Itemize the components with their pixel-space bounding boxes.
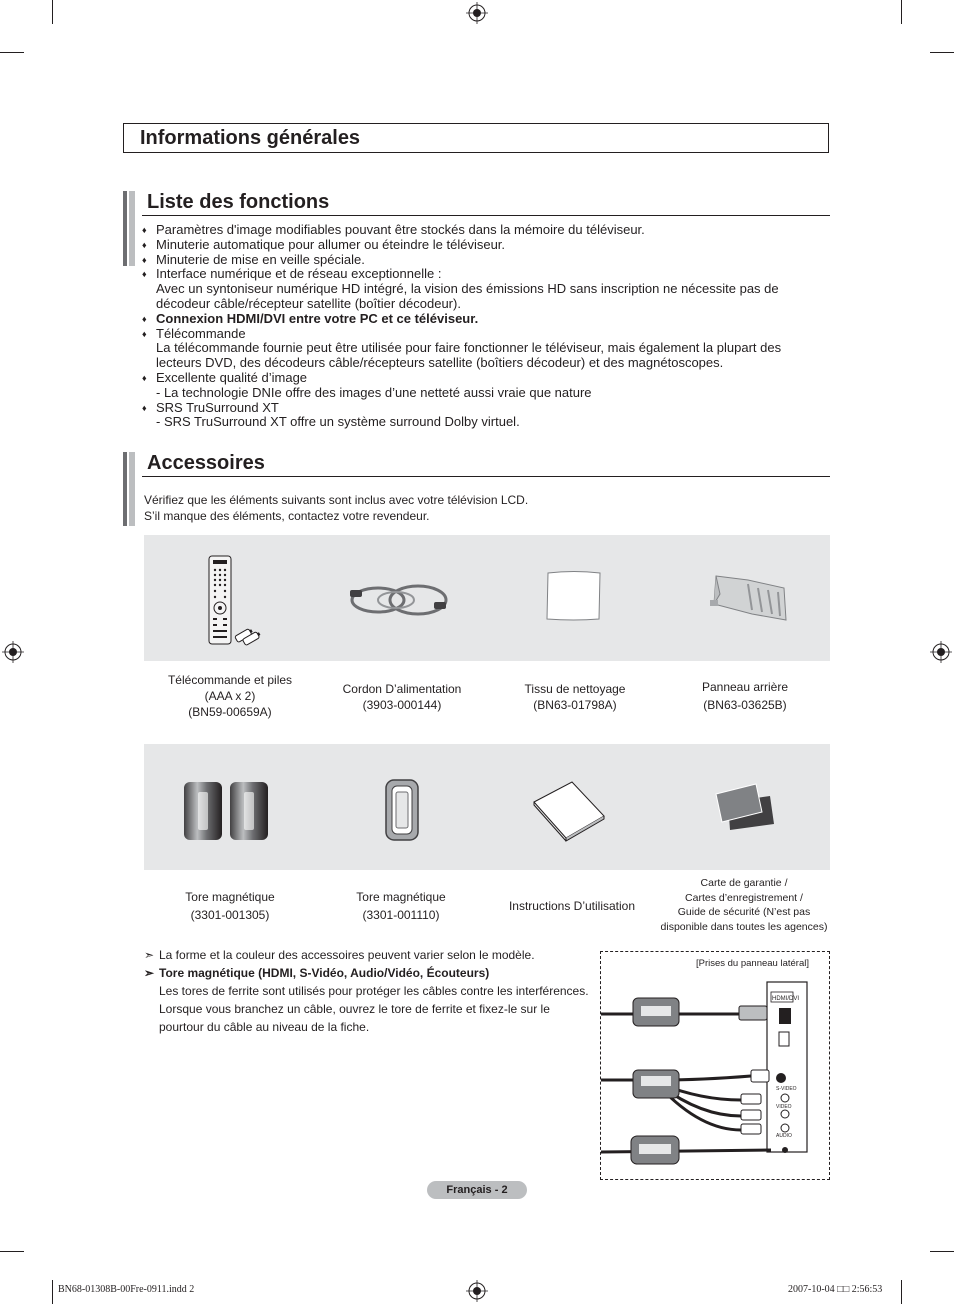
crop-mark bbox=[0, 52, 24, 53]
accessory-caption: Tissu de nettoyage (BN63-01798A) bbox=[524, 682, 626, 712]
list-item: ♦ Télécommande La télécommande fournie peut être utilisée pour faire fonctionner le téléviseur, mais également la plupart des lecteurs DVD, des décodeurs câble/récepteurs satellite (boîtiers décodeur) et des magnétoscopes. bbox=[142, 327, 822, 371]
crop-mark bbox=[901, 1280, 902, 1304]
list-item: ♦ Interface numérique et de réseau exceptionnelle : Avec un syntoniseur numérique HD intégré, la vision des émissions HD sans inscription ne nécessite pas de décodeur câble/récepteur satellite (boîtier décodeur). bbox=[142, 267, 822, 311]
ferrite-core-pair-icon bbox=[182, 778, 272, 842]
power-cord-icon bbox=[348, 578, 450, 620]
list-item: ♦ SRS TruSurround XT - SRS TruSurround XT offre un système surround Dolby virtuel. bbox=[142, 401, 822, 431]
svg-text:S-VIDEO: S-VIDEO bbox=[776, 1086, 797, 1092]
cleaning-cloth-icon bbox=[544, 569, 604, 623]
side-panel-diagram bbox=[600, 951, 830, 1180]
list-item: ♦ Connexion HDMI/DVI entre votre PC et ce téléviseur. bbox=[142, 312, 822, 327]
crop-mark bbox=[930, 1251, 954, 1252]
diagram-caption: [Prises du panneau latéral] bbox=[695, 958, 809, 969]
notes: ➣ La forme et la couleur des accessoires peuvent varier selon le modèle. ➣ Tore magnétique (HDMI, S-Vidéo, Audio/Vidéo, Écouteurs) Les tores de ferrite sont utilisés pour protéger les câbles contre les interférences. Lorsque vous branchez un câble, ouvrez le tore de ferrite et fixez-le sur le pourtour du câble au niveau de la fiche. bbox=[144, 946, 594, 1036]
side-panel-connections-icon bbox=[601, 952, 829, 1179]
accessory-caption: Télécommande et piles (AAA x 2) (BN59-00659A) bbox=[167, 673, 293, 719]
accessory-caption: Panneau arrière (BN63-03625B) bbox=[701, 680, 789, 712]
accessory-caption: Carte de garantie / Cartes d’enregistrement / Guide de sécurité (N’est pas disponible dans toutes les agences) bbox=[660, 877, 828, 933]
section-bar bbox=[123, 452, 135, 526]
accessory-caption: Tore magnétique (3301-001305) bbox=[185, 890, 275, 922]
warranty-cards-icon bbox=[714, 782, 776, 832]
registration-mark-icon bbox=[2, 641, 24, 663]
registration-mark-icon bbox=[930, 641, 952, 663]
crop-mark bbox=[0, 1251, 24, 1252]
note-line: ➣ La forme et la couleur des accessoires peuvent varier selon le modèle. bbox=[144, 948, 535, 962]
section-rule bbox=[142, 476, 830, 477]
svg-text:AUDIO: AUDIO bbox=[776, 1133, 792, 1139]
list-item: ♦ Paramètres d'image modifiables pouvant être stockés dans la mémoire du téléviseur. bbox=[142, 223, 822, 238]
back-panel-icon bbox=[708, 574, 790, 626]
ferrite-core-icon bbox=[384, 778, 420, 842]
manual-icon bbox=[532, 780, 606, 842]
file-slug: BN68-01308B-00Fre-0911.indd 2 bbox=[58, 1284, 195, 1295]
features-title: Liste des fonctions bbox=[147, 191, 330, 213]
note-line: ➣ Tore magnétique (HDMI, S-Vidéo, Audio/Vidéo, Écouteurs) bbox=[144, 966, 490, 980]
section-rule bbox=[142, 215, 830, 216]
svg-text:VIDEO: VIDEO bbox=[776, 1104, 792, 1110]
registration-mark-icon bbox=[466, 1280, 488, 1302]
section-bar bbox=[123, 191, 135, 266]
svg-text:HDMI/DVI: HDMI/DVI bbox=[772, 996, 799, 1002]
page-title-box bbox=[123, 123, 829, 153]
accessories-title: Accessoires bbox=[147, 452, 265, 474]
list-item: ♦ Minuterie automatique pour allumer ou éteindre le téléviseur. bbox=[142, 238, 822, 253]
page-title: Informations générales bbox=[140, 127, 361, 149]
accessories-intro: Vérifiez que les éléments suivants sont inclus avec votre télévision LCD. S’il manque des éléments, contactez votre revendeur. bbox=[144, 493, 529, 523]
accessory-caption: Tore magnétique (3301-001110) bbox=[356, 890, 446, 922]
list-item: ♦ Excellente qualité d’image - La technologie DNIe offre des images d’une netteté aussi vraie que nature bbox=[142, 371, 822, 401]
crop-mark bbox=[901, 0, 902, 24]
remote-control-icon bbox=[205, 554, 265, 646]
crop-mark bbox=[930, 52, 954, 53]
page-number-badge: Français - 2 bbox=[427, 1181, 527, 1199]
accessory-caption: Cordon D’alimentation (3903-000144) bbox=[342, 682, 462, 712]
registration-mark-icon bbox=[466, 2, 488, 24]
date-slug: 2007-10-04 □□ 2:56:53 bbox=[788, 1284, 883, 1295]
accessory-caption: Instructions D’utilisation bbox=[508, 899, 636, 913]
list-item: ♦ Minuterie de mise en veille spéciale. bbox=[142, 253, 822, 268]
crop-mark bbox=[52, 0, 53, 24]
features-list bbox=[142, 223, 822, 430]
crop-mark bbox=[52, 1280, 53, 1304]
